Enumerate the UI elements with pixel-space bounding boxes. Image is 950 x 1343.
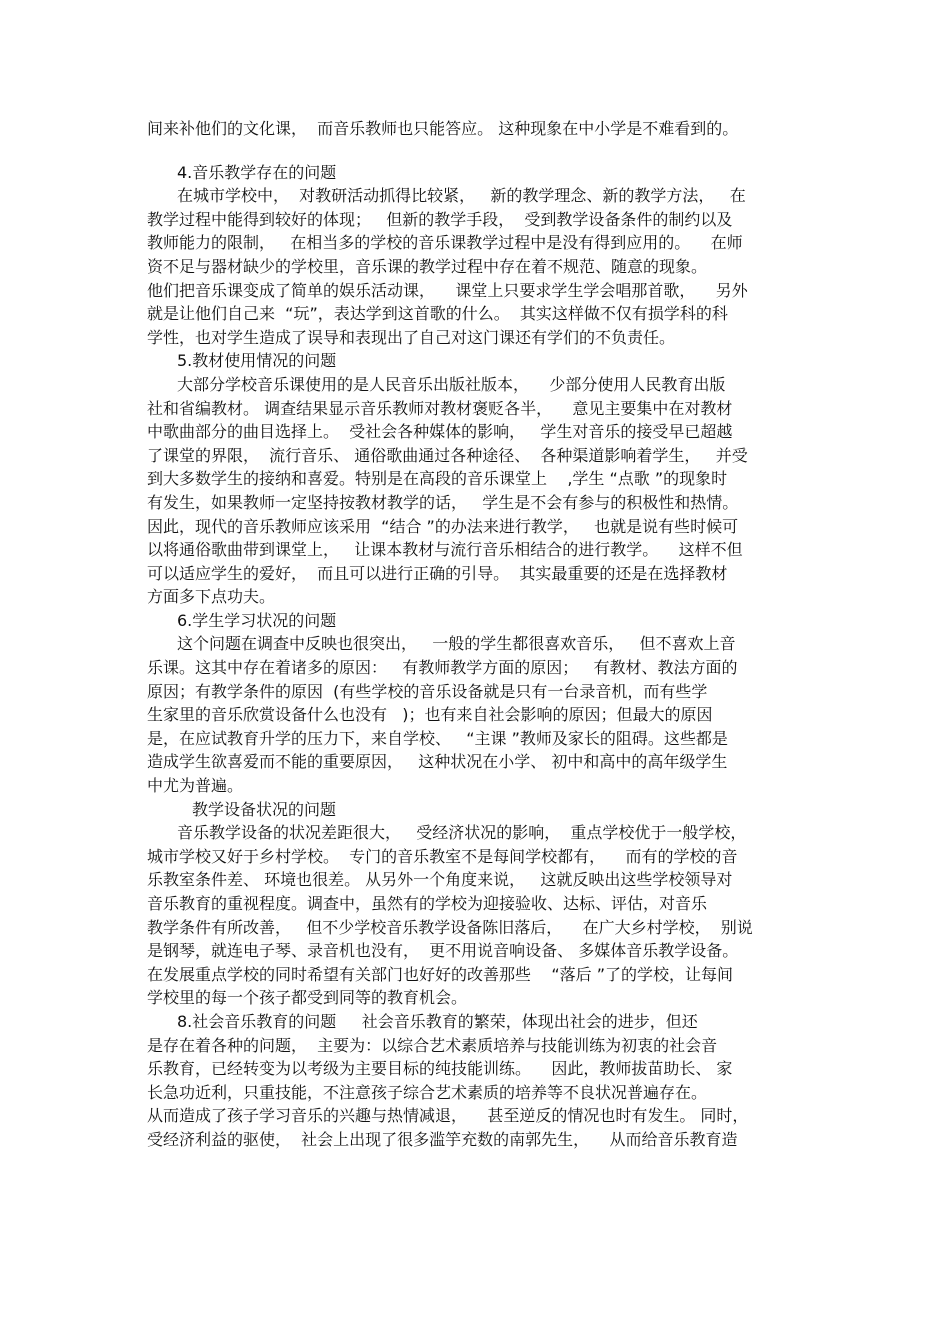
- text-line: 这个问题在调查中反映也很突出， 一般的学生都很喜欢音乐， 但不喜欢上音: [177, 634, 736, 654]
- text-line: 是存在着各种的问题， 主要为：以综合艺术素质培养与技能训练为初衷的社会音: [147, 1035, 718, 1055]
- text-line: 乐教育，已经转变为以考级为主要目标的纯技能训练。 因此，教师拔苗助长、 家: [147, 1059, 733, 1079]
- text-line: 在城市学校中， 对教研活动抓得比较紧， 新的教学理念、新的教学方法， 在: [177, 186, 746, 206]
- text-line: 间来补他们的文化课， 而音乐教师也只能答应。 这种现象在中小学是不难看到的。: [147, 119, 739, 138]
- text-line: 教学条件有所改善， 但不少学校音乐教学设备陈旧落后， 在广大乡村学校， 别说: [147, 917, 753, 937]
- text-line: 可以适应学生的爱好， 而且可以进行正确的引导。 其实最重要的还是在选择教材: [147, 563, 728, 583]
- text-line: 音乐教学设备的状况差距很大， 受经济状况的影响， 重点学校优于一般学校，: [177, 823, 747, 843]
- text-line: 中歌曲部分的曲目选择上。 受社会各种媒体的影响， 学生对音乐的接受早已超越: [147, 422, 733, 442]
- text-line: 大部分学校音乐课使用的是人民音乐出版社版本， 少部分使用人民教育出版: [177, 374, 726, 394]
- text-line: 乐课。这其中存在着诸多的原因： 有教师教学方面的原因； 有教材、教法方面的: [147, 658, 738, 678]
- text-line: 乐教室条件差、 环境也很差。 从另外一个角度来说， 这就反映出这些学校领导对: [147, 870, 733, 890]
- document-body: [147, 117, 807, 1152]
- text-line: 中尤为普遍。: [147, 776, 244, 796]
- text-line: 他们把音乐课变成了简单的娱乐活动课， 课堂上只要求学生学会唱那首歌， 另外: [147, 280, 748, 300]
- text-line: 学校里的每一个孩子都受到同等的教育机会。: [147, 988, 468, 1008]
- paragraph-gap: [147, 141, 807, 161]
- text-line: 在发展重点学校的同时希望有关部门也好好的改善那些 “落后 ”了的学校，让每间: [147, 964, 734, 984]
- text-line: 受经济利益的驱使， 社会上出现了很多滥竽充数的南郭先生， 从而给音乐教育造: [147, 1129, 738, 1149]
- text-line: 是钢琴，就连电子琴、录音机也没有， 更不用说音响设备、 多媒体音乐教学设备。: [147, 941, 739, 961]
- text-line: 就是让他们自己来 “玩”，表达学到这首歌的什么。 其实这样做不仅有损学科的科: [147, 304, 728, 324]
- section-heading: 8.社会音乐教育的问题 社会音乐教育的繁荣，体现出社会的进步，但还: [177, 1011, 698, 1031]
- section-heading: 4.音乐教学存在的问题: [177, 162, 337, 182]
- text-line: 是，在应试教育升学的压力下，来自学校、 “主课 ”教师及家长的阻碍。这些都是: [147, 728, 728, 748]
- text-line: 从而造成了孩子学习音乐的兴趣与热情减退， 甚至逆反的情况也时有发生。 同时，: [147, 1106, 749, 1126]
- text-line: 方面多下点功夫。: [147, 587, 276, 607]
- text-line: 长急功近利，只重技能，不注意孩子综合艺术素质的培养等不良状况普遍存在。: [147, 1082, 708, 1102]
- text-line: 有发生，如果教师一定坚持按教材教学的话， 学生是不会有参与的积极性和热情。: [147, 492, 739, 512]
- text-line: 资不足与器材缺少的学校里，音乐课的教学过程中存在着不规范、随意的现象。: [147, 256, 708, 276]
- text-line: 教学过程中能得到较好的体现； 但新的教学手段， 受到教学设备条件的制约以及: [147, 209, 733, 229]
- text-line: 因此，现代的音乐教师应该采用 “结合 ”的办法来进行教学， 也就是说有些时候可: [147, 516, 739, 536]
- text-line: 到大多数学生的接纳和喜爱。特别是在高段的音乐课堂上 ,学生 “点歌 ”的现象时: [147, 469, 728, 489]
- text-line: 音乐教育的重视程度。调查中，虽然有的学校为迎接验收、达标、评估，对音乐: [147, 894, 708, 913]
- section-heading: 6.学生学习状况的问题: [177, 610, 337, 630]
- text-line: 学性，也对学生造成了误导和表现出了自己对这门课还有学们的不负责任。: [147, 327, 676, 347]
- section-heading: 5.教材使用情况的问题: [177, 351, 337, 371]
- text-line: 城市学校又好于乡村学校。 专门的音乐教室不是每间学校都有， 而有的学校的音: [147, 846, 738, 866]
- text-line: 教师能力的限制， 在相当多的学校的音乐课教学过程中是没有得到应用的。 在师: [147, 233, 743, 253]
- text-line: 了课堂的界限， 流行音乐、 通俗歌曲通过各种途径、 各种渠道影响着学生， 并受: [147, 445, 748, 465]
- text-line: 社和省编教材。 调查结果显示音乐教师对教材褒贬各半， 意见主要集中在对教材: [147, 398, 733, 418]
- text-line: 以将通俗歌曲带到课堂上， 让课本教材与流行音乐相结合的进行教学。 这样不但: [147, 540, 743, 560]
- text-line: 造成学生欲喜爱而不能的重要原因， 这种状况在小学、 初中和高中的高年级学生: [147, 752, 728, 772]
- text-line: 生家里的音乐欣赏设备什么也没有 )；也有来自社会影响的原因；但最大的原因: [147, 705, 713, 725]
- text-line: 原因；有教学条件的原因 (有些学校的音乐设备就是只有一台录音机，而有些学: [147, 681, 708, 701]
- section-heading: 教学设备状况的问题: [192, 799, 337, 819]
